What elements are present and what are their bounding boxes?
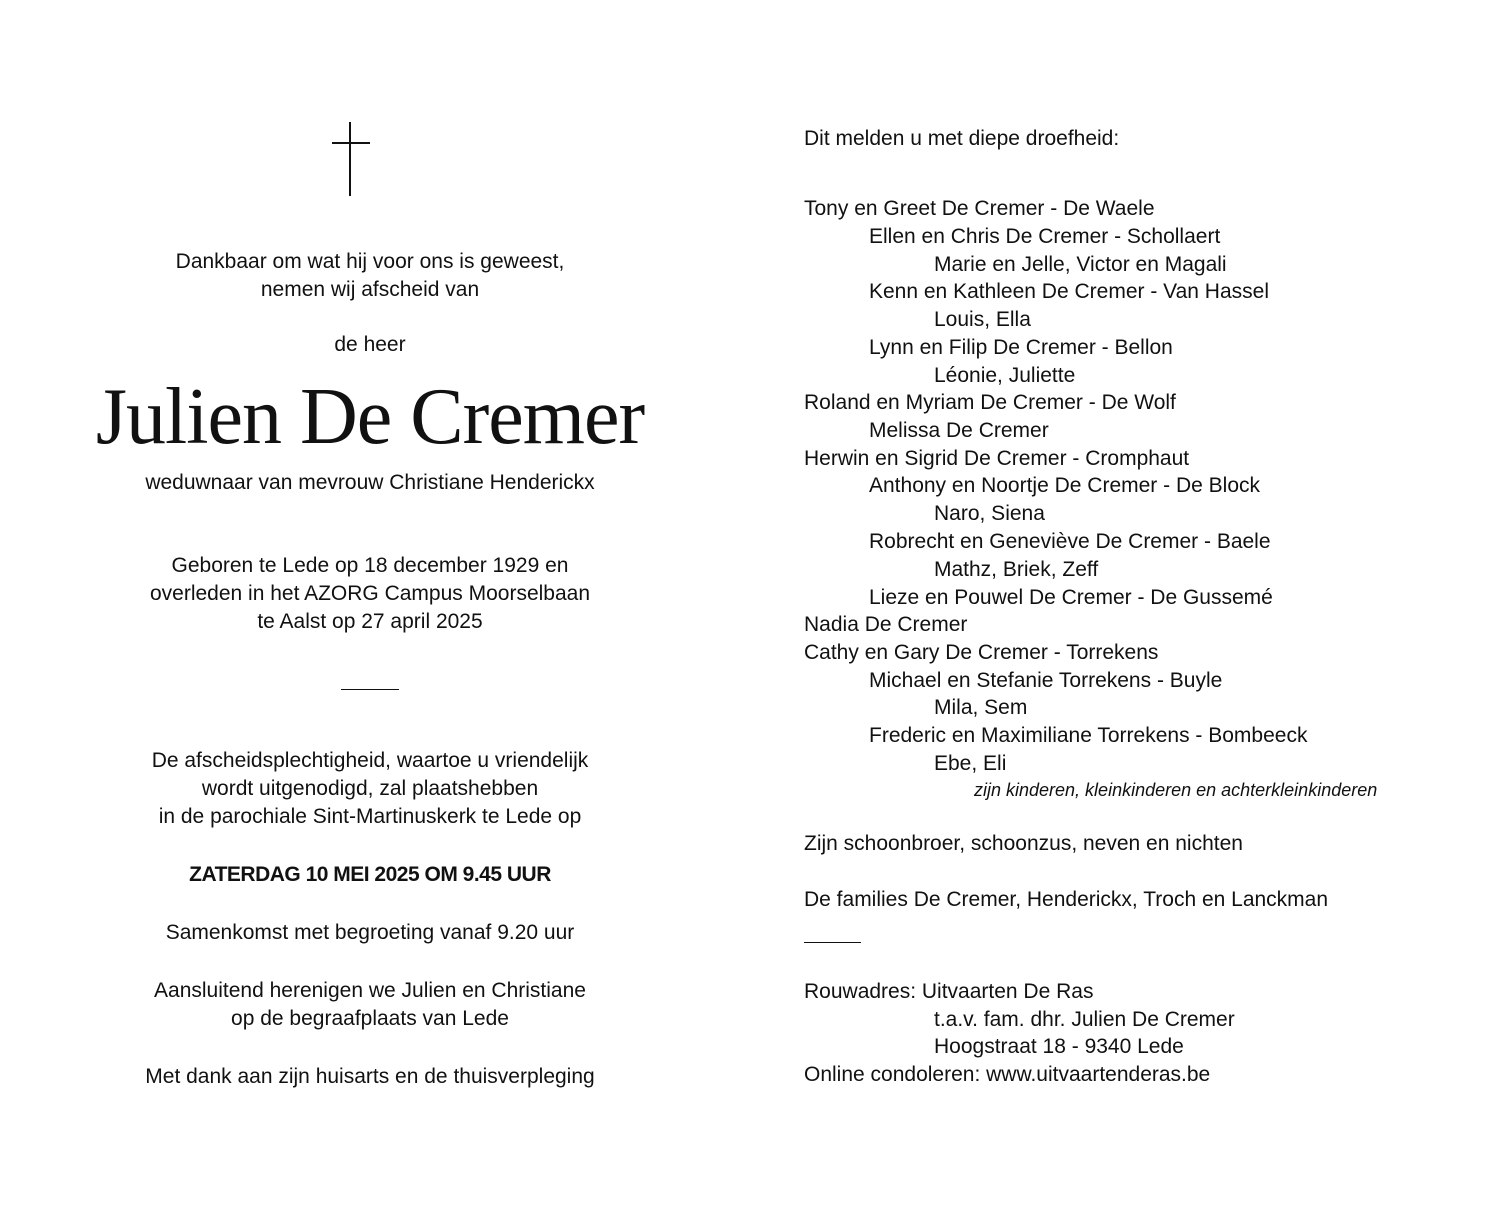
address-line: Rouwadres: Uitvaarten De Ras xyxy=(804,980,1094,1003)
gathering-line: Samenkomst met begroeting vanaf 9.20 uur xyxy=(165,921,575,944)
cross-icon xyxy=(332,122,370,196)
ceremony-line: De afscheidsplechtigheid, waartoe u vriendelijk xyxy=(151,749,589,772)
address-line: t.a.v. fam. dhr. Julien De Cremer xyxy=(934,1008,1235,1031)
family-line: Lieze en Pouwel De Cremer - De Gussemé xyxy=(869,586,1273,609)
ceremony-date-text: ZATERDAG 10 MEI 2025 OM 9.45 UUR xyxy=(189,863,551,886)
deceased-name: Julien De Cremer xyxy=(95,373,645,461)
family-line: Frederic en Maximiliane Torrekens - Bombeeck xyxy=(869,724,1308,747)
family-caption: zijn kinderen, kleinkinderen en achterkleinkinderen xyxy=(974,780,1378,800)
family-line: Louis, Ella xyxy=(934,308,1031,331)
family-line: Mila, Sem xyxy=(934,696,1028,719)
burial-line: op de begraafplaats van Lede xyxy=(231,1007,509,1030)
families-line: De families De Cremer, Henderickx, Troch en Lanckman xyxy=(804,888,1329,911)
birth-death-text xyxy=(70,552,670,636)
family-line: Nadia De Cremer xyxy=(804,613,968,636)
family-line: Tony en Greet De Cremer - De Waele xyxy=(804,197,1155,220)
family-line: Roland en Myriam De Cremer - De Wolf xyxy=(804,391,1176,414)
intro-line: Dankbaar om wat hij voor ons is geweest, xyxy=(175,250,565,273)
birth-death-line: Geboren te Lede op 18 december 1929 en xyxy=(171,554,569,577)
title-prefix xyxy=(70,331,670,359)
family-line: Léonie, Juliette xyxy=(934,364,1076,387)
gathering-text xyxy=(70,919,670,947)
family-line: Robrecht en Geneviève De Cremer - Baele xyxy=(869,530,1271,553)
right-panel xyxy=(804,0,1484,1214)
birth-death-line: overleden in het AZORG Campus Moorselbaan xyxy=(149,582,591,605)
widower-line xyxy=(70,469,670,497)
family-line: Melissa De Cremer xyxy=(869,419,1049,442)
divider xyxy=(804,942,861,943)
family-line: Lynn en Filip De Cremer - Bellon xyxy=(869,336,1173,359)
address-line: Hoogstraat 18 - 9340 Lede xyxy=(934,1035,1184,1058)
family-line: Ellen en Chris De Cremer - Schollaert xyxy=(869,225,1221,248)
divider xyxy=(341,689,399,690)
family-line: Mathz, Briek, Zeff xyxy=(934,558,1099,581)
title-prefix-text: de heer xyxy=(334,333,406,356)
intro-line: nemen wij afscheid van xyxy=(260,278,480,301)
family-line: Ebe, Eli xyxy=(934,752,1007,775)
burial-text xyxy=(70,977,670,1033)
thanks-line: Met dank aan zijn huisarts en de thuisverpleging xyxy=(145,1065,595,1088)
announcement-header: Dit melden u met diepe droefheid: xyxy=(804,127,1120,150)
ceremony-line: wordt uitgenodigd, zal plaatshebben xyxy=(201,777,539,800)
ceremony-line: in de parochiale Sint-Martinuskerk te Lede op xyxy=(158,805,582,828)
online-condolence-line: Online condoleren: www.uitvaartenderas.be xyxy=(804,1063,1211,1086)
birth-death-line: te Aalst op 27 april 2025 xyxy=(257,610,483,633)
family-line: Marie en Jelle, Victor en Magali xyxy=(934,253,1227,276)
family-line: Kenn en Kathleen De Cremer - Van Hassel xyxy=(869,280,1269,303)
ceremony-date xyxy=(70,861,670,889)
left-panel xyxy=(70,0,670,1214)
family-line: Anthony en Noortje De Cremer - De Block xyxy=(869,474,1260,497)
inlaws-line: Zijn schoonbroer, schoonzus, neven en nichten xyxy=(804,832,1243,855)
family-line: Cathy en Gary De Cremer - Torrekens xyxy=(804,641,1159,664)
burial-line: Aansluitend herenigen we Julien en Christiane xyxy=(154,979,586,1002)
family-line: Naro, Siena xyxy=(934,502,1045,525)
family-line: Herwin en Sigrid De Cremer - Cromphaut xyxy=(804,447,1190,470)
ceremony-text xyxy=(70,747,670,831)
family-line: Michael en Stefanie Torrekens - Buyle xyxy=(869,669,1223,692)
widower-text: weduwnaar van mevrouw Christiane Henderickx xyxy=(145,471,595,494)
thanks-text xyxy=(70,1063,670,1091)
intro-text xyxy=(70,248,670,304)
